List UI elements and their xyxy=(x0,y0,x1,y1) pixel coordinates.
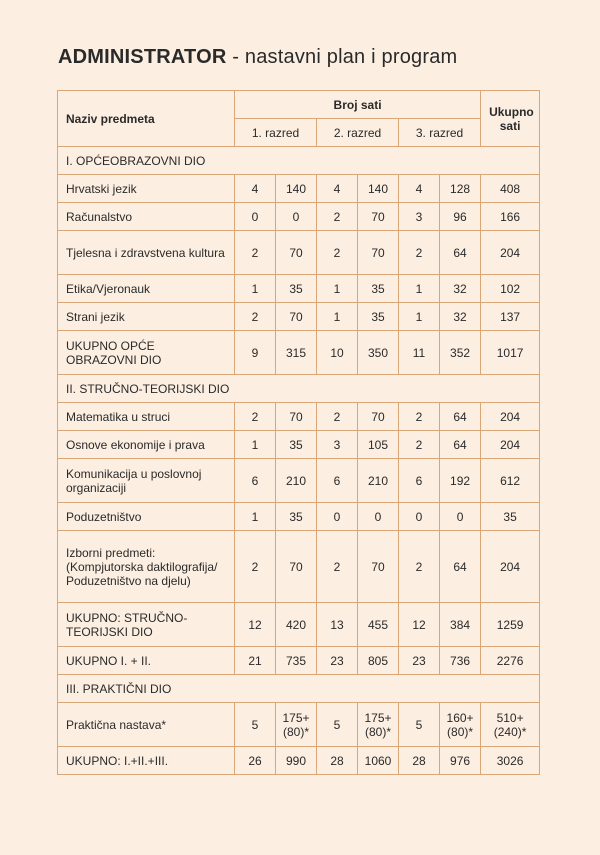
hours-cell: 140 xyxy=(358,175,399,203)
total-cell: 102 xyxy=(481,275,540,303)
subject-name: Strani jezik xyxy=(58,303,235,331)
subject-name: UKUPNO: I.+II.+III. xyxy=(58,747,235,775)
total-cell: 3026 xyxy=(481,747,540,775)
section-row xyxy=(58,675,540,703)
hours-cell: 2 xyxy=(235,403,276,431)
hours-cell: 64 xyxy=(440,231,481,275)
hours-cell: 2 xyxy=(235,531,276,603)
title-rest: - nastavni plan i program xyxy=(226,46,458,68)
hours-cell: 455 xyxy=(358,603,399,647)
table-row xyxy=(58,203,540,231)
table-row xyxy=(58,703,540,747)
table-row xyxy=(58,503,540,531)
hours-cell: 35 xyxy=(276,503,317,531)
hours-cell: 4 xyxy=(235,175,276,203)
hours-cell: 735 xyxy=(276,647,317,675)
table-row xyxy=(58,175,540,203)
section-label: I. OPĆEOBRAZOVNI DIO xyxy=(58,147,540,175)
hours-cell: 0 xyxy=(317,503,358,531)
hours-cell: 9 xyxy=(235,331,276,375)
total-cell: 1259 xyxy=(481,603,540,647)
hours-cell: 1 xyxy=(317,275,358,303)
total-cell: 1017 xyxy=(481,331,540,375)
section-label: III. PRAKTIČNI DIO xyxy=(58,675,540,703)
hours-cell: 2 xyxy=(399,231,440,275)
hours-cell: 35 xyxy=(358,303,399,331)
hours-cell: 0 xyxy=(358,503,399,531)
hours-cell: 32 xyxy=(440,303,481,331)
total-cell: 204 xyxy=(481,531,540,603)
hours-cell: 70 xyxy=(276,303,317,331)
table-row xyxy=(58,403,540,431)
hours-cell: 1 xyxy=(399,303,440,331)
hours-cell: 128 xyxy=(440,175,481,203)
curriculum-table xyxy=(57,90,540,775)
hours-cell: 13 xyxy=(317,603,358,647)
hours-cell: 5 xyxy=(399,703,440,747)
section-row xyxy=(58,147,540,175)
subject-name: Praktična nastava* xyxy=(58,703,235,747)
table-row xyxy=(58,747,540,775)
hours-cell: 420 xyxy=(276,603,317,647)
subject-name: Računalstvo xyxy=(58,203,235,231)
subject-name: Hrvatski jezik xyxy=(58,175,235,203)
hours-cell: 6 xyxy=(317,459,358,503)
hours-cell: 1 xyxy=(235,503,276,531)
total-cell: 612 xyxy=(481,459,540,503)
hours-cell: 70 xyxy=(358,231,399,275)
hours-cell: 23 xyxy=(399,647,440,675)
hours-cell: 976 xyxy=(440,747,481,775)
hours-cell: 2 xyxy=(317,203,358,231)
hours-cell: 3 xyxy=(399,203,440,231)
header-grade-1: 1. razred xyxy=(235,119,317,147)
total-cell: 510+ (240)* xyxy=(481,703,540,747)
hours-cell: 70 xyxy=(276,531,317,603)
total-cell: 35 xyxy=(481,503,540,531)
table-row xyxy=(58,303,540,331)
total-cell: 408 xyxy=(481,175,540,203)
hours-cell: 64 xyxy=(440,403,481,431)
hours-cell: 140 xyxy=(276,175,317,203)
hours-cell: 990 xyxy=(276,747,317,775)
table-row xyxy=(58,431,540,459)
header-grade-3: 3. razred xyxy=(399,119,481,147)
section-label: II. STRUČNO-TEORIJSKI DIO xyxy=(58,375,540,403)
hours-cell: 21 xyxy=(235,647,276,675)
table-row xyxy=(58,231,540,275)
subject-name: Etika/Vjeronauk xyxy=(58,275,235,303)
hours-cell: 35 xyxy=(276,431,317,459)
title-bold: ADMINISTRATOR xyxy=(58,46,227,68)
subject-name: UKUPNO OPĆE OBRAZOVNI DIO xyxy=(58,331,235,375)
hours-cell: 384 xyxy=(440,603,481,647)
table-row xyxy=(58,603,540,647)
table-row xyxy=(58,647,540,675)
subject-name: Izborni predmeti: (Kompjutorska daktilografija/ Poduzetništvo na djelu) xyxy=(58,531,235,603)
hours-cell: 6 xyxy=(399,459,440,503)
hours-cell: 28 xyxy=(399,747,440,775)
hours-cell: 26 xyxy=(235,747,276,775)
hours-cell: 736 xyxy=(440,647,481,675)
hours-cell: 0 xyxy=(276,203,317,231)
hours-cell: 192 xyxy=(440,459,481,503)
total-cell: 204 xyxy=(481,403,540,431)
hours-cell: 805 xyxy=(358,647,399,675)
hours-cell: 2 xyxy=(317,403,358,431)
hours-cell: 12 xyxy=(399,603,440,647)
hours-cell: 70 xyxy=(276,403,317,431)
subject-name: Matematika u struci xyxy=(58,403,235,431)
subject-name: UKUPNO: STRUČNO-TEORIJSKI DIO xyxy=(58,603,235,647)
hours-cell: 175+ (80)* xyxy=(276,703,317,747)
hours-cell: 23 xyxy=(317,647,358,675)
hours-cell: 4 xyxy=(399,175,440,203)
hours-cell: 10 xyxy=(317,331,358,375)
table-row xyxy=(58,275,540,303)
subject-name: Osnove ekonomije i prava xyxy=(58,431,235,459)
hours-cell: 70 xyxy=(358,531,399,603)
hours-cell: 2 xyxy=(399,531,440,603)
header-grade-2: 2. razred xyxy=(317,119,399,147)
hours-cell: 70 xyxy=(276,231,317,275)
hours-cell: 11 xyxy=(399,331,440,375)
hours-cell: 3 xyxy=(317,431,358,459)
hours-cell: 105 xyxy=(358,431,399,459)
header-subject: Naziv predmeta xyxy=(58,91,235,147)
total-cell: 204 xyxy=(481,231,540,275)
hours-cell: 4 xyxy=(317,175,358,203)
hours-cell: 1 xyxy=(399,275,440,303)
hours-cell: 210 xyxy=(276,459,317,503)
hours-cell: 0 xyxy=(440,503,481,531)
page-title xyxy=(58,46,457,69)
total-cell: 2276 xyxy=(481,647,540,675)
hours-cell: 64 xyxy=(440,531,481,603)
hours-cell: 1060 xyxy=(358,747,399,775)
table-row xyxy=(58,459,540,503)
hours-cell: 1 xyxy=(235,275,276,303)
hours-cell: 28 xyxy=(317,747,358,775)
subject-name: Poduzetništvo xyxy=(58,503,235,531)
hours-cell: 160+ (80)* xyxy=(440,703,481,747)
hours-cell: 35 xyxy=(358,275,399,303)
hours-cell: 70 xyxy=(358,403,399,431)
hours-cell: 6 xyxy=(235,459,276,503)
total-cell: 204 xyxy=(481,431,540,459)
subject-name: UKUPNO I. + II. xyxy=(58,647,235,675)
hours-cell: 315 xyxy=(276,331,317,375)
hours-cell: 12 xyxy=(235,603,276,647)
hours-cell: 5 xyxy=(317,703,358,747)
hours-cell: 0 xyxy=(399,503,440,531)
hours-cell: 2 xyxy=(317,531,358,603)
section-row xyxy=(58,375,540,403)
table-row xyxy=(58,331,540,375)
hours-cell: 35 xyxy=(276,275,317,303)
hours-cell: 1 xyxy=(235,431,276,459)
hours-cell: 2 xyxy=(399,431,440,459)
subject-name: Tjelesna i zdravstvena kultura xyxy=(58,231,235,275)
hours-cell: 2 xyxy=(317,231,358,275)
hours-cell: 32 xyxy=(440,275,481,303)
hours-cell: 5 xyxy=(235,703,276,747)
hours-cell: 2 xyxy=(235,303,276,331)
subject-name: Komunikacija u poslovnoj organizaciji xyxy=(58,459,235,503)
hours-cell: 0 xyxy=(235,203,276,231)
hours-cell: 70 xyxy=(358,203,399,231)
hours-cell: 64 xyxy=(440,431,481,459)
hours-cell: 2 xyxy=(235,231,276,275)
hours-cell: 96 xyxy=(440,203,481,231)
hours-cell: 350 xyxy=(358,331,399,375)
total-cell: 137 xyxy=(481,303,540,331)
hours-cell: 352 xyxy=(440,331,481,375)
header-hours: Broj sati xyxy=(235,91,481,119)
total-cell: 166 xyxy=(481,203,540,231)
hours-cell: 175+ (80)* xyxy=(358,703,399,747)
table-row xyxy=(58,531,540,603)
hours-cell: 210 xyxy=(358,459,399,503)
header-total: Ukupno sati xyxy=(481,91,540,147)
hours-cell: 1 xyxy=(317,303,358,331)
table-body xyxy=(58,147,540,775)
hours-cell: 2 xyxy=(399,403,440,431)
